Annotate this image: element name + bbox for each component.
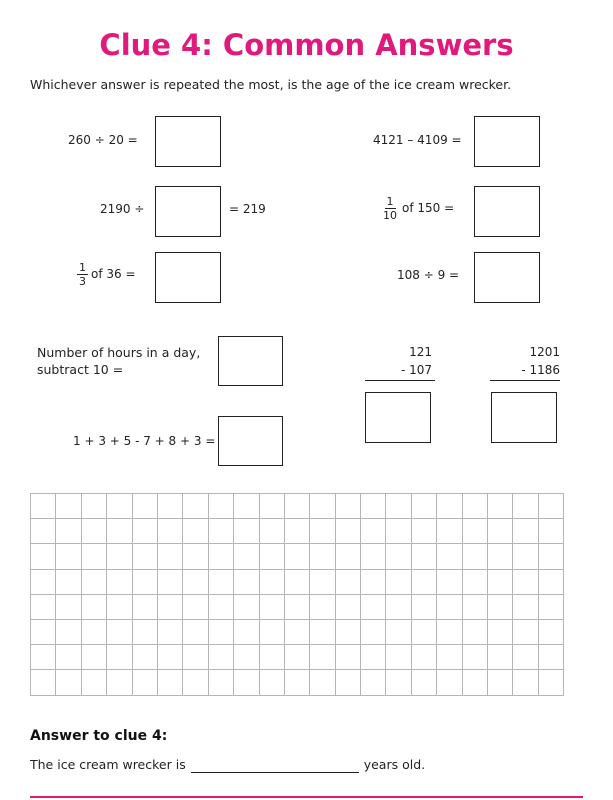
grid-cell[interactable]: [208, 519, 233, 544]
grid-cell[interactable]: [31, 494, 56, 519]
grid-row: [31, 619, 564, 644]
grid-cell[interactable]: [538, 544, 563, 569]
grid-cell[interactable]: [411, 594, 436, 619]
subtraction-1-rule: [365, 380, 435, 381]
answer-heading: Answer to clue 4:: [30, 728, 168, 744]
grid-cell[interactable]: [81, 619, 106, 644]
grid-cell[interactable]: [462, 544, 487, 569]
fraction-numerator: 1: [79, 261, 86, 274]
grid-cell[interactable]: [107, 645, 132, 670]
grid-cell[interactable]: [437, 519, 462, 544]
grid-cell[interactable]: [513, 494, 538, 519]
grid-cell[interactable]: [259, 569, 284, 594]
grid-cell[interactable]: [538, 619, 563, 644]
grid-cell[interactable]: [208, 670, 233, 695]
answer-box-5[interactable]: [155, 252, 221, 303]
answer-box-9[interactable]: [491, 392, 557, 443]
grid-cell[interactable]: [259, 544, 284, 569]
grid-cell[interactable]: [513, 619, 538, 644]
grid-cell[interactable]: [488, 645, 513, 670]
grid-cell[interactable]: [361, 619, 386, 644]
grid-cell[interactable]: [107, 594, 132, 619]
grid-cell[interactable]: [31, 619, 56, 644]
grid-cell[interactable]: [386, 544, 411, 569]
grid-cell[interactable]: [132, 619, 157, 644]
grid-row: [31, 494, 564, 519]
grid-cell[interactable]: [31, 544, 56, 569]
grid-cell[interactable]: [310, 670, 335, 695]
problem-260-div-20: 260 ÷ 20 =: [68, 133, 138, 147]
grid-cell[interactable]: [183, 594, 208, 619]
grid-cell[interactable]: [335, 670, 360, 695]
grid-cell[interactable]: [310, 544, 335, 569]
grid-cell[interactable]: [157, 544, 182, 569]
fraction-numerator: 1: [386, 195, 394, 208]
grid-cell[interactable]: [132, 519, 157, 544]
problem-addition-chain: 1 + 3 + 5 - 7 + 8 + 3 =: [73, 434, 216, 448]
grid-cell[interactable]: [538, 494, 563, 519]
answer-box-7[interactable]: [218, 336, 283, 386]
answer-box-10[interactable]: [218, 416, 283, 466]
fraction-denominator: 3: [79, 275, 86, 288]
grid-cell[interactable]: [183, 645, 208, 670]
grid-cell[interactable]: [361, 494, 386, 519]
grid-cell[interactable]: [411, 544, 436, 569]
grid-cell[interactable]: [81, 544, 106, 569]
grid-cell[interactable]: [335, 569, 360, 594]
grid-cell[interactable]: [284, 594, 309, 619]
grid-cell[interactable]: [56, 594, 81, 619]
grid-cell[interactable]: [462, 619, 487, 644]
answer-sentence: [30, 757, 425, 773]
grid-cell[interactable]: [437, 594, 462, 619]
grid-cell[interactable]: [361, 645, 386, 670]
grid-cell[interactable]: [411, 519, 436, 544]
grid-cell[interactable]: [31, 645, 56, 670]
grid-cell[interactable]: [386, 519, 411, 544]
grid-cell[interactable]: [462, 519, 487, 544]
grid-cell[interactable]: [157, 494, 182, 519]
grid-cell[interactable]: [107, 569, 132, 594]
grid-cell[interactable]: [538, 670, 563, 695]
grid-cell[interactable]: [234, 670, 259, 695]
grid-cell[interactable]: [259, 594, 284, 619]
grid-cell[interactable]: [284, 670, 309, 695]
answer-sentence-end: years old.: [363, 757, 426, 772]
grid-cell[interactable]: [183, 544, 208, 569]
grid-cell[interactable]: [361, 670, 386, 695]
problem-2190-div: 2190 ÷: [100, 202, 145, 216]
grid-cell[interactable]: [335, 645, 360, 670]
grid-cell[interactable]: [208, 645, 233, 670]
grid-cell[interactable]: [157, 645, 182, 670]
grid-cell[interactable]: [310, 569, 335, 594]
grid-cell[interactable]: [208, 569, 233, 594]
grid-cell[interactable]: [56, 519, 81, 544]
grid-cell[interactable]: [157, 569, 182, 594]
grid-cell[interactable]: [208, 619, 233, 644]
grid-cell[interactable]: [183, 494, 208, 519]
grid-cell[interactable]: [437, 619, 462, 644]
answer-box-8[interactable]: [365, 392, 431, 443]
grid-cell[interactable]: [234, 494, 259, 519]
page-title: Clue 4: Common Answers: [99, 28, 514, 62]
grid-cell[interactable]: [284, 569, 309, 594]
grid-cell[interactable]: [234, 619, 259, 644]
problem-tenth-of-150: [381, 196, 454, 221]
grid-cell[interactable]: [234, 645, 259, 670]
grid-cell[interactable]: [284, 619, 309, 644]
grid-cell[interactable]: [335, 494, 360, 519]
grid-cell[interactable]: [386, 569, 411, 594]
grid-cell[interactable]: [513, 670, 538, 695]
answer-box-6[interactable]: [474, 252, 540, 303]
grid-cell[interactable]: [386, 494, 411, 519]
grid-cell[interactable]: [157, 519, 182, 544]
grid-cell[interactable]: [411, 569, 436, 594]
grid-cell[interactable]: [157, 594, 182, 619]
grid-cell[interactable]: [259, 619, 284, 644]
grid-cell[interactable]: [462, 494, 487, 519]
fraction-one-third: [77, 262, 88, 287]
grid-cell[interactable]: [183, 569, 208, 594]
grid-cell[interactable]: [310, 619, 335, 644]
grid-cell[interactable]: [81, 670, 106, 695]
grid-cell[interactable]: [513, 569, 538, 594]
grid-cell[interactable]: [310, 645, 335, 670]
grid-cell[interactable]: [335, 519, 360, 544]
grid-cell[interactable]: [56, 544, 81, 569]
grid-cell[interactable]: [538, 594, 563, 619]
problem-hours-line1: Number of hours in a day,: [37, 345, 201, 360]
answer-box-1[interactable]: [155, 116, 221, 167]
grid-cell[interactable]: [488, 544, 513, 569]
grid-cell[interactable]: [284, 645, 309, 670]
subtraction-1-top: 121: [409, 345, 432, 359]
grid-cell[interactable]: [538, 569, 563, 594]
grid-cell[interactable]: [386, 670, 411, 695]
grid-cell[interactable]: [437, 494, 462, 519]
fraction-problem-text: of 150 =: [402, 201, 455, 215]
grid-cell[interactable]: [259, 670, 284, 695]
grid-cell[interactable]: [107, 519, 132, 544]
grid-cell[interactable]: [437, 645, 462, 670]
grid-cell[interactable]: [107, 544, 132, 569]
grid-cell[interactable]: [81, 645, 106, 670]
grid-cell[interactable]: [81, 494, 106, 519]
working-grid[interactable]: [30, 493, 564, 696]
grid-cell[interactable]: [81, 594, 106, 619]
grid-cell[interactable]: [234, 519, 259, 544]
footer-rule: [30, 796, 583, 798]
grid-cell[interactable]: [107, 619, 132, 644]
grid-cell[interactable]: [284, 519, 309, 544]
grid-cell[interactable]: [31, 519, 56, 544]
grid-cell[interactable]: [56, 645, 81, 670]
grid-cell[interactable]: [132, 645, 157, 670]
grid-cell[interactable]: [234, 544, 259, 569]
grid-cell[interactable]: [132, 670, 157, 695]
problem-hours-line2: subtract 10 =: [37, 362, 124, 377]
grid-cell[interactable]: [132, 569, 157, 594]
grid-cell[interactable]: [259, 494, 284, 519]
grid-cell[interactable]: [335, 594, 360, 619]
grid-cell[interactable]: [284, 544, 309, 569]
grid-cell[interactable]: [411, 494, 436, 519]
grid-table[interactable]: [30, 493, 564, 696]
grid-cell[interactable]: [488, 594, 513, 619]
grid-cell[interactable]: [132, 544, 157, 569]
grid-row: [31, 645, 564, 670]
grid-cell[interactable]: [361, 519, 386, 544]
grid-cell[interactable]: [437, 544, 462, 569]
problem-108-div-9: 108 ÷ 9 =: [397, 268, 460, 282]
answer-box-3[interactable]: [155, 186, 221, 237]
grid-cell[interactable]: [183, 519, 208, 544]
grid-cell[interactable]: [31, 670, 56, 695]
grid-cell[interactable]: [183, 619, 208, 644]
grid-cell[interactable]: [386, 594, 411, 619]
subtraction-2-rule: [490, 380, 560, 381]
grid-cell[interactable]: [386, 619, 411, 644]
grid-row: [31, 670, 564, 695]
grid-row: [31, 594, 564, 619]
grid-cell[interactable]: [437, 569, 462, 594]
grid-cell[interactable]: [107, 670, 132, 695]
grid-cell[interactable]: [310, 494, 335, 519]
answer-box-2[interactable]: [474, 116, 540, 167]
grid-cell[interactable]: [335, 544, 360, 569]
grid-cell[interactable]: [488, 569, 513, 594]
fraction-one-tenth: [381, 196, 399, 221]
grid-cell[interactable]: [488, 670, 513, 695]
grid-cell[interactable]: [157, 670, 182, 695]
grid-cell[interactable]: [259, 645, 284, 670]
grid-cell[interactable]: [462, 670, 487, 695]
grid-cell[interactable]: [513, 594, 538, 619]
grid-cell[interactable]: [310, 519, 335, 544]
grid-cell[interactable]: [513, 645, 538, 670]
grid-cell[interactable]: [411, 670, 436, 695]
grid-cell[interactable]: [208, 594, 233, 619]
grid-cell[interactable]: [56, 569, 81, 594]
subtraction-2-bottom: - 1186: [521, 363, 560, 377]
grid-cell[interactable]: [183, 670, 208, 695]
grid-cell[interactable]: [132, 594, 157, 619]
grid-cell[interactable]: [488, 619, 513, 644]
grid-row: [31, 544, 564, 569]
grid-cell[interactable]: [208, 494, 233, 519]
grid-cell[interactable]: [132, 494, 157, 519]
grid-cell[interactable]: [157, 619, 182, 644]
grid-cell[interactable]: [31, 594, 56, 619]
problem-4121-minus-4109: 4121 – 4109 =: [373, 133, 462, 147]
grid-cell[interactable]: [31, 569, 56, 594]
instruction-text: Whichever answer is repeated the most, is the age of the ice cream wrecker.: [30, 77, 512, 92]
grid-cell[interactable]: [284, 494, 309, 519]
grid-cell[interactable]: [488, 494, 513, 519]
grid-cell[interactable]: [335, 619, 360, 644]
fraction-problem-text: of 36 =: [91, 267, 136, 281]
grid-cell[interactable]: [462, 569, 487, 594]
grid-cell[interactable]: [513, 519, 538, 544]
fraction-denominator: 10: [383, 209, 397, 222]
grid-cell[interactable]: [538, 645, 563, 670]
grid-cell[interactable]: [208, 544, 233, 569]
grid-cell[interactable]: [361, 544, 386, 569]
grid-cell[interactable]: [462, 594, 487, 619]
grid-cell[interactable]: [259, 519, 284, 544]
grid-cell[interactable]: [56, 670, 81, 695]
answer-sentence-start: The ice cream wrecker is: [30, 757, 186, 772]
grid-cell[interactable]: [81, 519, 106, 544]
grid-row: [31, 569, 564, 594]
grid-cell[interactable]: [310, 594, 335, 619]
grid-cell[interactable]: [437, 670, 462, 695]
grid-cell[interactable]: [411, 645, 436, 670]
grid-cell[interactable]: [513, 544, 538, 569]
grid-row: [31, 519, 564, 544]
grid-cell[interactable]: [411, 619, 436, 644]
grid-cell[interactable]: [107, 494, 132, 519]
grid-cell[interactable]: [234, 569, 259, 594]
subtraction-1-bottom: - 107: [400, 363, 432, 377]
grid-cell[interactable]: [361, 569, 386, 594]
grid-cell[interactable]: [538, 519, 563, 544]
answer-blank-line[interactable]: [191, 757, 359, 773]
grid-cell[interactable]: [488, 519, 513, 544]
grid-cell[interactable]: [81, 569, 106, 594]
grid-cell[interactable]: [234, 594, 259, 619]
grid-cell[interactable]: [56, 619, 81, 644]
answer-box-4[interactable]: [474, 186, 540, 237]
grid-cell[interactable]: [386, 645, 411, 670]
grid-cell[interactable]: [56, 494, 81, 519]
problem-equals-219: = 219: [229, 202, 266, 216]
grid-cell[interactable]: [361, 594, 386, 619]
subtraction-2-top: 1201: [529, 345, 560, 359]
grid-cell[interactable]: [462, 645, 487, 670]
problem-third-of-36: [77, 262, 136, 287]
